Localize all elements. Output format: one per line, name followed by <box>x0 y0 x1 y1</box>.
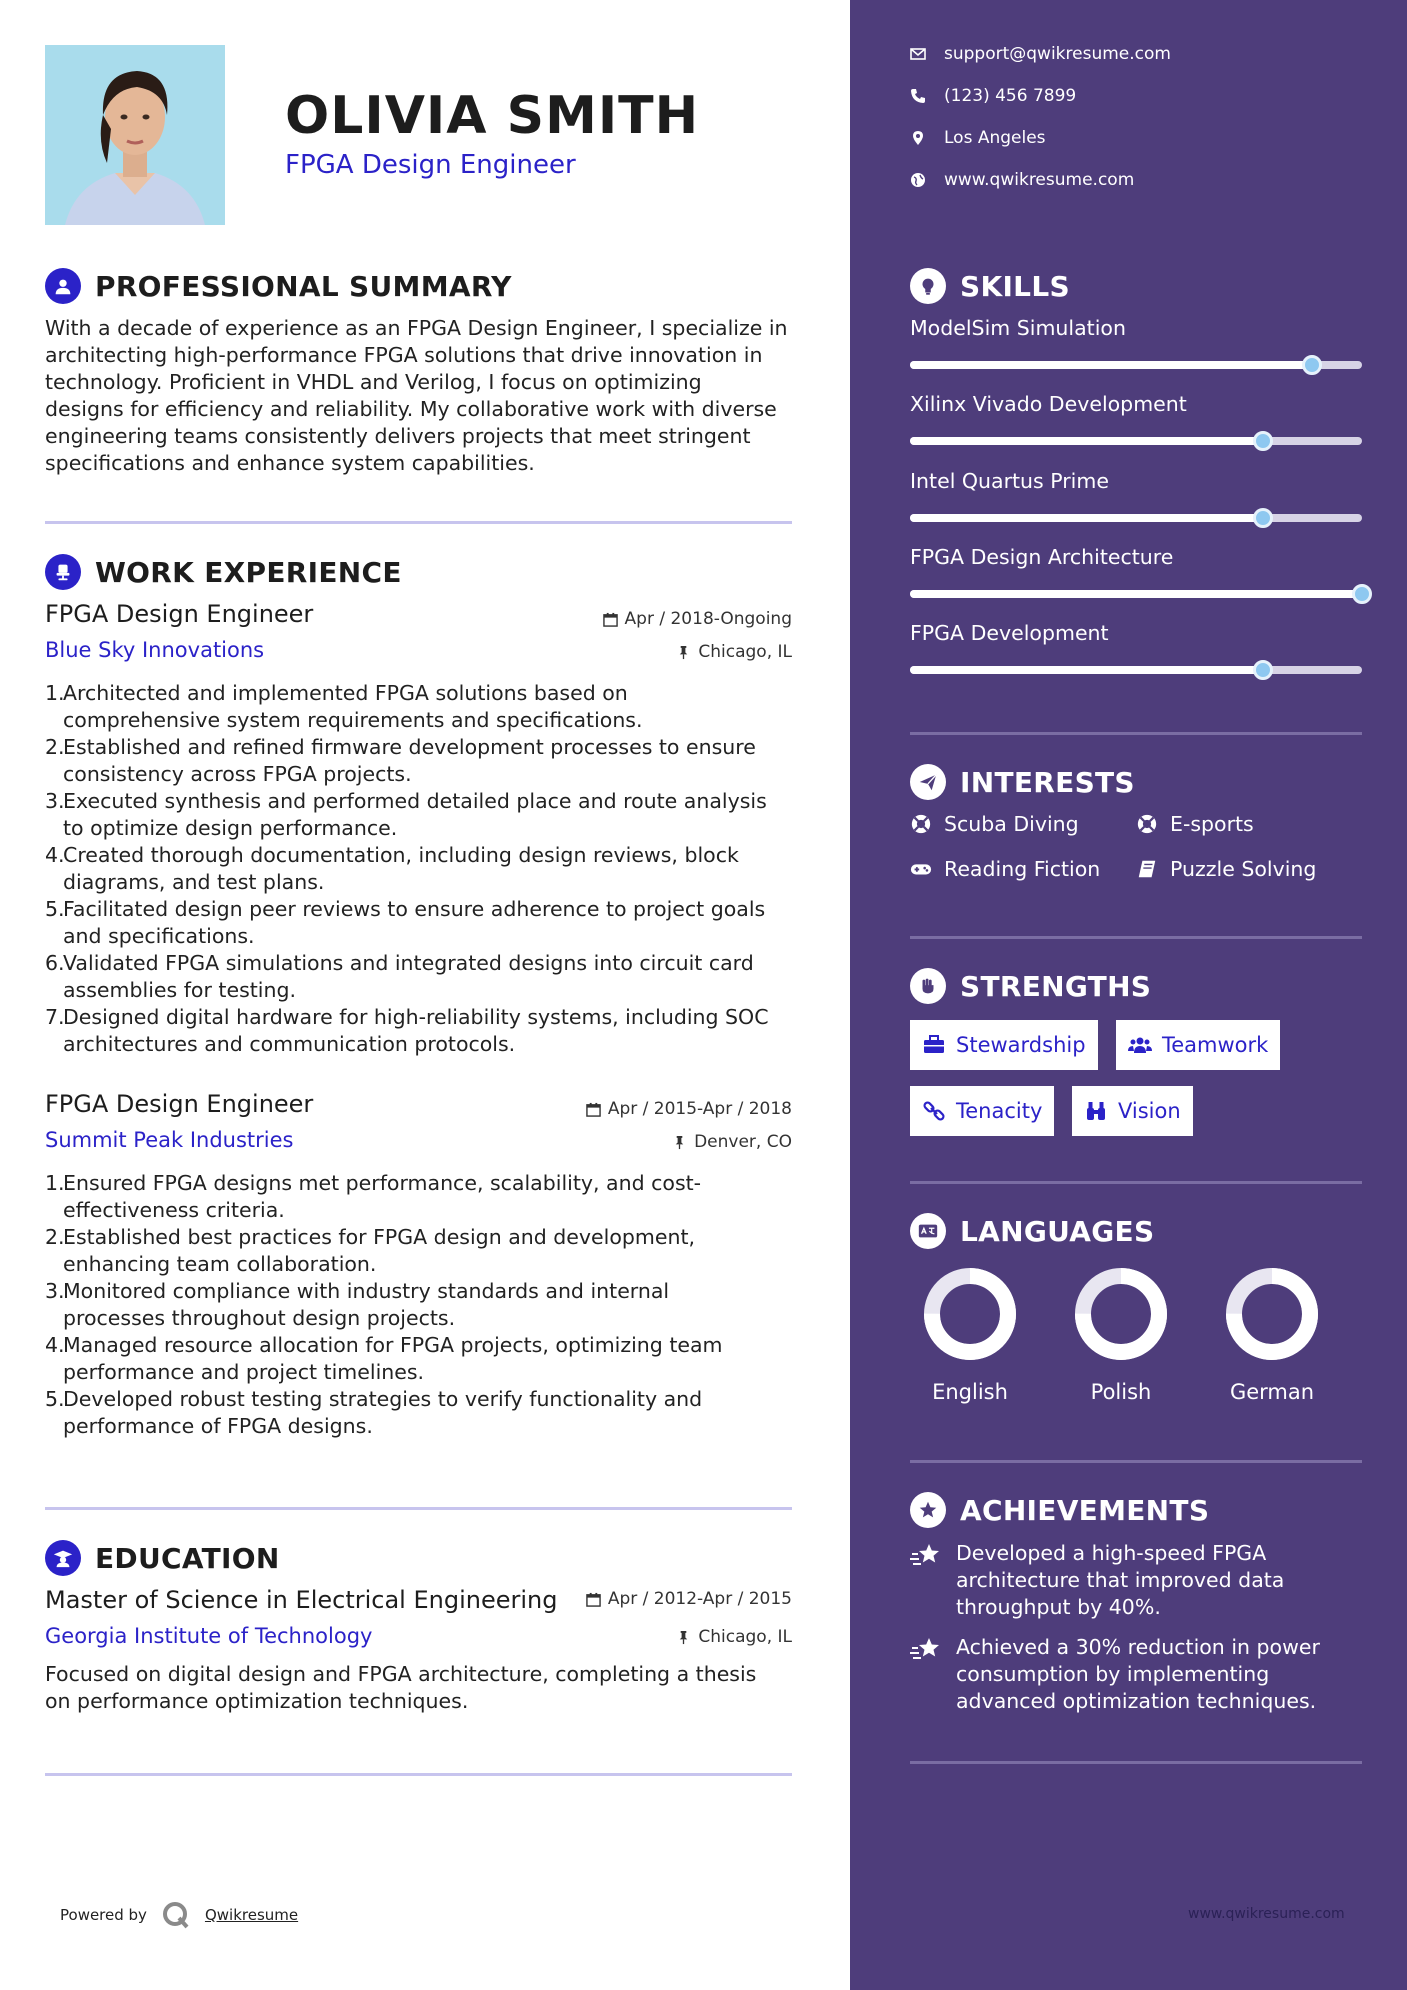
skill-bar <box>910 514 1362 522</box>
fist-icon <box>910 968 946 1004</box>
user-icon <box>45 268 81 304</box>
binoculars-icon <box>1084 1099 1108 1123</box>
education-description <box>45 1661 805 1715</box>
strength-label: Tenacity <box>956 1099 1043 1123</box>
contact-phone <box>910 86 1076 106</box>
list-item: and specifications. <box>63 924 255 948</box>
education-line: Focused on digital design and FPGA architecture, completing a thesis <box>45 1662 757 1686</box>
list-item: 5. Developed robust testing strategies to verify functionality and <box>45 1387 703 1411</box>
list-item: 7. Designed digital hardware for high-reliability systems, including SOC <box>45 1005 769 1029</box>
strength-badge <box>1072 1086 1193 1136</box>
job-location <box>672 1132 792 1152</box>
location-text: Los Angeles <box>944 128 1046 148</box>
strength-label: Vision <box>1118 1099 1181 1123</box>
skill-name: Intel Quartus Prime <box>910 469 1109 493</box>
skill-name: FPGA Design Architecture <box>910 545 1174 569</box>
achievement-item <box>910 1634 1362 1715</box>
degree-title: Master of Science in Electrical Engineering <box>45 1586 558 1614</box>
chair-icon <box>45 554 81 590</box>
list-item: 1. Architected and implemented FPGA solutions based on <box>45 681 628 705</box>
job-date <box>586 1099 792 1119</box>
calendar-icon <box>603 612 618 627</box>
lifebuoy-icon <box>910 813 932 835</box>
achievement-line: consumption by implementing <box>956 1662 1270 1686</box>
qwikresume-link[interactable]: Qwikresume <box>204 1906 299 1924</box>
list-item: 4. Created thorough documentation, including design reviews, block <box>45 843 739 867</box>
skill-knob <box>1253 508 1273 528</box>
job-date-text: Apr / 2018-Ongoing <box>624 609 792 629</box>
phone-text: (123) 456 7899 <box>944 86 1077 106</box>
summary-text <box>45 315 805 477</box>
achievements-heading <box>910 1492 1209 1528</box>
section-divider <box>45 1773 792 1776</box>
job-title: FPGA Design Engineer <box>45 1090 314 1118</box>
interest-label: Reading Fiction <box>944 857 1101 881</box>
star-badge-icon <box>910 1492 946 1528</box>
job-company: Summit Peak Industries <box>45 1128 294 1152</box>
contact-email <box>910 44 1171 64</box>
interest-item <box>910 812 1079 836</box>
list-item: diagrams, and test plans. <box>63 870 325 894</box>
achievement-line: architecture that improved data <box>956 1568 1285 1592</box>
interest-item <box>1136 857 1316 881</box>
list-item: 2. Established and refined firmware development processes to ensure <box>45 735 756 759</box>
contact-location <box>910 128 1046 148</box>
website-text[interactable]: www.qwikresume.com <box>944 170 1135 190</box>
list-item: 1. Ensured FPGA designs met performance, scalability, and cost- <box>45 1171 702 1195</box>
work-heading <box>45 554 402 590</box>
job-bullets <box>45 1170 805 1440</box>
skill-bar <box>910 437 1362 445</box>
lightbulb-icon <box>910 268 946 304</box>
language-donut <box>1073 1266 1169 1362</box>
strength-badge <box>910 1086 1054 1136</box>
list-item: 6. Validated FPGA simulations and integrated designs into circuit card <box>45 951 754 975</box>
skill-name: Xilinx Vivado Development <box>910 392 1187 416</box>
education-location <box>676 1627 792 1647</box>
interest-item <box>1136 812 1254 836</box>
book-icon <box>1136 858 1158 880</box>
job-bullets <box>45 680 805 1058</box>
skill-bar <box>910 666 1362 674</box>
section-divider <box>910 1460 1362 1463</box>
briefcase-icon <box>922 1033 946 1057</box>
profile-photo <box>45 45 225 225</box>
pin-icon <box>676 645 691 660</box>
powered-by-label: Powered by <box>60 1906 147 1924</box>
paper-plane-icon <box>910 764 946 800</box>
candidate-title: FPGA Design Engineer <box>285 150 576 180</box>
gamepad-icon <box>910 858 932 880</box>
language-donut <box>1224 1266 1320 1362</box>
list-item: 2. Established best practices for FPGA design and development, <box>45 1225 696 1249</box>
strength-badge <box>1116 1020 1280 1070</box>
language-name: German <box>1229 1380 1315 1404</box>
list-item: comprehensive system requirements and specifications. <box>63 708 643 732</box>
achievement-line: Achieved a 30% reduction in power <box>956 1635 1320 1659</box>
job-company: Blue Sky Innovations <box>45 638 265 662</box>
interest-label: Puzzle Solving <box>1170 857 1317 881</box>
skill-knob <box>1253 660 1273 680</box>
shooting-star-icon <box>910 1542 942 1570</box>
calendar-icon <box>586 1102 601 1117</box>
strengths-title: STRENGTHS <box>960 969 1152 1003</box>
graduate-icon <box>45 1540 81 1576</box>
work-title: WORK EXPERIENCE <box>95 555 402 589</box>
achievements-title: ACHIEVEMENTS <box>960 1493 1210 1527</box>
interest-label: E-sports <box>1170 812 1254 836</box>
education-title: EDUCATION <box>95 1541 280 1575</box>
language-donut <box>922 1266 1018 1362</box>
language-item <box>1061 1266 1181 1404</box>
email-text[interactable]: support@qwikresume.com <box>944 44 1171 64</box>
list-item: performance of FPGA designs. <box>63 1414 373 1438</box>
education-location-text: Chicago, IL <box>698 1627 792 1647</box>
achievement-line: advanced optimization techniques. <box>956 1689 1317 1713</box>
skill-name: ModelSim Simulation <box>910 316 1126 340</box>
interest-label: Scuba Diving <box>944 812 1079 836</box>
language-item <box>910 1266 1030 1404</box>
language-name: English <box>932 1380 1008 1404</box>
calendar-icon <box>586 1592 601 1607</box>
list-item: 3. Executed synthesis and performed detailed place and route analysis <box>45 789 767 813</box>
strength-label: Stewardship <box>956 1033 1086 1057</box>
list-item: assemblies for testing. <box>63 978 297 1002</box>
footer-website[interactable]: www.qwikresume.com <box>1188 1906 1345 1922</box>
section-divider <box>45 521 792 524</box>
skill-fill <box>910 666 1263 674</box>
strength-label: Teamwork <box>1162 1033 1269 1057</box>
achievement-line: Developed a high-speed FPGA <box>956 1541 1267 1565</box>
qwikresume-logo-icon <box>161 1900 191 1930</box>
summary-line: specifications and enhance system capabilities. <box>45 451 535 475</box>
list-item: consistency across FPGA projects. <box>63 762 412 786</box>
list-item: enhancing team collaboration. <box>63 1252 377 1276</box>
summary-line: architecting high-performance FPGA solutions that drive innovation in <box>45 343 763 367</box>
education-date-text: Apr / 2012-Apr / 2015 <box>607 1589 792 1609</box>
phone-icon <box>910 88 926 104</box>
interest-item <box>910 857 1100 881</box>
pin-icon <box>672 1135 687 1150</box>
section-divider <box>45 1507 792 1510</box>
skill-knob <box>1302 355 1322 375</box>
job-location <box>676 642 792 662</box>
languages-title: LANGUAGES <box>960 1214 1155 1248</box>
skill-bar <box>910 590 1362 598</box>
portrait-illustration <box>45 45 225 225</box>
shooting-star-icon <box>910 1636 942 1664</box>
link-icon <box>922 1099 946 1123</box>
skill-bar <box>910 361 1362 369</box>
summary-line: technology. Proficient in VHDL and Verilog, I focus on optimizing <box>45 370 702 394</box>
list-item: 5. Facilitated design peer reviews to ensure adherence to project goals <box>45 897 766 921</box>
skill-fill <box>910 590 1362 598</box>
education-heading <box>45 1540 280 1576</box>
section-divider <box>910 1761 1362 1764</box>
job-date-text: Apr / 2015-Apr / 2018 <box>607 1099 792 1119</box>
sidebar <box>850 0 1407 1990</box>
envelope-icon <box>910 46 926 62</box>
job-location-text: Denver, CO <box>694 1132 792 1152</box>
list-item: to optimize design performance. <box>63 816 398 840</box>
section-divider <box>910 936 1362 939</box>
list-item: effectiveness criteria. <box>63 1198 285 1222</box>
contact-website <box>910 170 1134 190</box>
section-divider <box>910 732 1362 735</box>
education-line: on performance optimization techniques. <box>45 1689 469 1713</box>
skill-fill <box>910 361 1312 369</box>
skill-name: FPGA Development <box>910 621 1109 645</box>
summary-heading <box>45 268 512 304</box>
summary-title: PROFESSIONAL SUMMARY <box>95 269 512 303</box>
list-item: 3. Monitored compliance with industry standards and internal <box>45 1279 670 1303</box>
interests-heading <box>910 764 1135 800</box>
job-title: FPGA Design Engineer <box>45 600 314 628</box>
achievement-line: throughput by 40%. <box>956 1595 1161 1619</box>
users-icon <box>1128 1033 1152 1057</box>
skills-title: SKILLS <box>960 269 1070 303</box>
skill-fill <box>910 514 1263 522</box>
language-name: Polish <box>1090 1380 1152 1404</box>
education-date <box>586 1589 792 1609</box>
list-item: 4. Managed resource allocation for FPGA projects, optimizing team <box>45 1333 723 1357</box>
skill-fill <box>910 437 1263 445</box>
summary-line: engineering teams consistently delivers projects that meet stringent <box>45 424 751 448</box>
job-location-text: Chicago, IL <box>698 642 792 662</box>
powered-by <box>60 1900 298 1930</box>
list-item: performance and project timelines. <box>63 1360 425 1384</box>
candidate-name: OLIVIA SMITH <box>285 86 700 146</box>
languages-heading <box>910 1213 1154 1249</box>
strengths-heading <box>910 968 1151 1004</box>
achievement-item <box>910 1540 1362 1621</box>
skill-knob <box>1253 431 1273 451</box>
language-item <box>1212 1266 1332 1404</box>
interests-title: INTERESTS <box>960 765 1135 799</box>
summary-line: designs for efficiency and reliability. My collaborative work with diverse <box>45 397 777 421</box>
skills-heading <box>910 268 1070 304</box>
section-divider <box>910 1181 1362 1184</box>
school-name: Georgia Institute of Technology <box>45 1624 373 1648</box>
job-date <box>603 609 792 629</box>
list-item: processes throughout design projects. <box>63 1306 456 1330</box>
translate-icon <box>910 1213 946 1249</box>
summary-line: With a decade of experience as an FPGA Design Engineer, I specialize in <box>45 316 788 340</box>
map-marker-icon <box>910 130 926 146</box>
strength-badge <box>910 1020 1098 1070</box>
pin-icon <box>676 1630 691 1645</box>
list-item: architectures and communication protocols. <box>63 1032 516 1056</box>
skill-knob <box>1352 584 1372 604</box>
lifebuoy-icon <box>1136 813 1158 835</box>
globe-icon <box>910 172 926 188</box>
